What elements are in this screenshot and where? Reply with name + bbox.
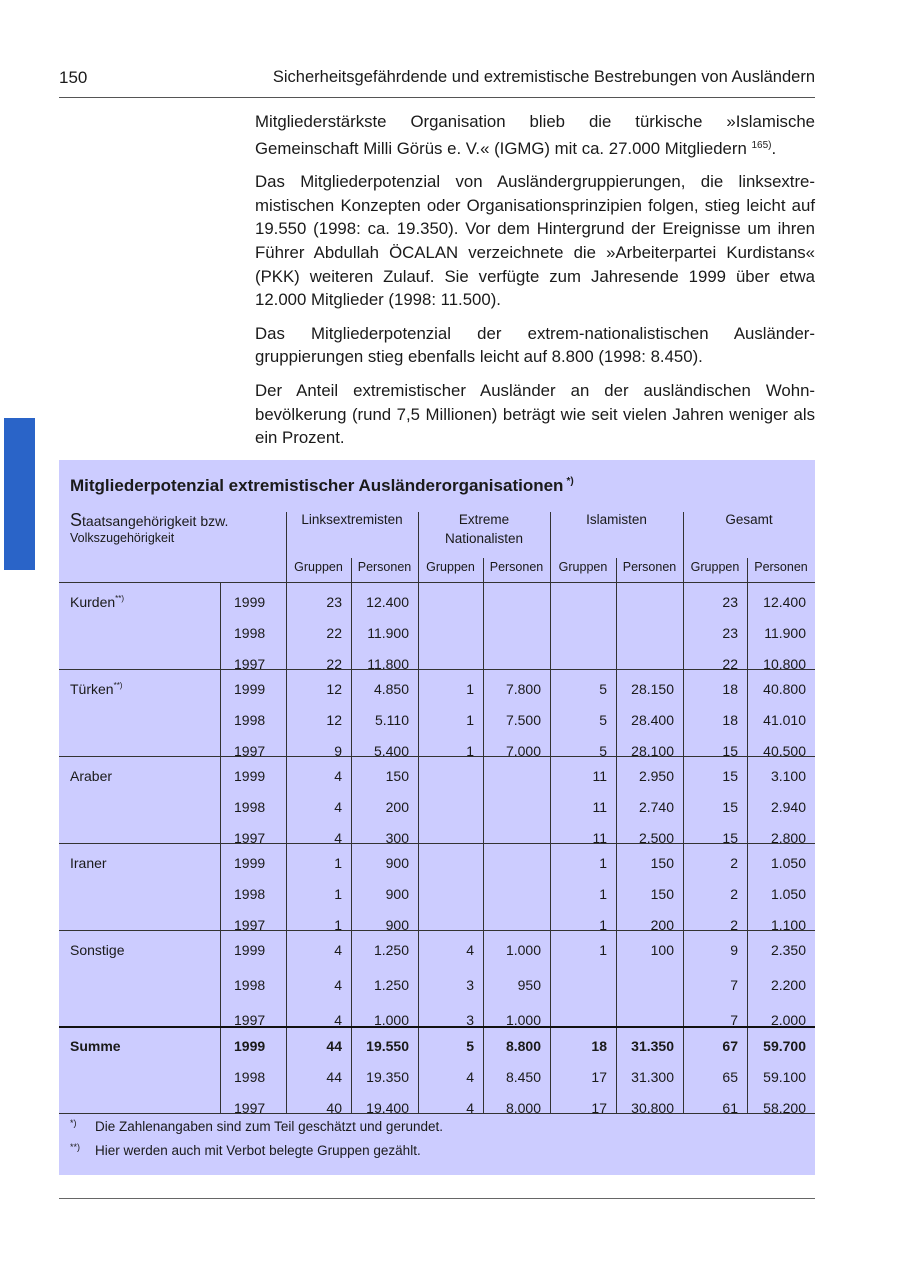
- row-year: 1997: [234, 1100, 266, 1116]
- row-year: 1998: [234, 625, 266, 641]
- paragraph-4: Der Anteil extremistischer Ausländer an der ausländischen Wohnbevölkerung (rund 7,5 Millionen) beträgt wie seit vielen Jahren weniger als ein Prozent.: [255, 380, 815, 448]
- table-cell: 1: [599, 855, 607, 871]
- table-cell: 300: [385, 830, 409, 846]
- row-year: 1999: [234, 942, 266, 958]
- table-cell: 22: [722, 656, 738, 672]
- table-cell: 18: [722, 681, 738, 697]
- table-cell: 23: [722, 625, 738, 641]
- table-cell: 100: [650, 942, 674, 958]
- column-divider: [616, 558, 617, 582]
- column-divider: [550, 512, 551, 582]
- row-label: Sonstige: [70, 942, 125, 958]
- table-cell: 10.800: [763, 656, 806, 672]
- group-header: Linksextremisten: [301, 512, 403, 527]
- table-cell: 41.010: [763, 712, 806, 728]
- table-cell: 2.350: [770, 942, 806, 958]
- table-cell: 4: [334, 1012, 342, 1028]
- table-cell: 5.400: [373, 743, 409, 759]
- table-cell: 65: [722, 1069, 738, 1085]
- table-cell: 150: [385, 768, 409, 784]
- row-year: 1998: [234, 799, 266, 815]
- table-cell: 11.900: [764, 625, 806, 641]
- row-year: 1998: [234, 712, 266, 728]
- row-year: 1997: [234, 656, 266, 672]
- footnote-text: Die Zahlenangaben sind zum Teil geschätzt und gerundet.: [95, 1119, 443, 1134]
- paragraph-1: Mitgliederstärkste Organisation blieb die türkische »Islamische Gemeinschaft Milli Görüs e. V.« (IGMG) mit ca. 27.000 Mitgliedern $^{165)}$.: [255, 112, 815, 158]
- table-cell: 11: [592, 768, 607, 784]
- table-cell: 1.000: [505, 942, 541, 958]
- table-cell: 1.250: [373, 942, 409, 958]
- table-cell: 15: [722, 830, 738, 846]
- table-cell: 1: [334, 917, 342, 933]
- row-year: 1999: [234, 855, 266, 871]
- table-cell: 5: [599, 743, 607, 759]
- table-cell: 59.100: [763, 1069, 806, 1085]
- row-year: 1997: [234, 830, 266, 846]
- table-cell: 44: [326, 1038, 342, 1054]
- page-number: 150: [59, 68, 88, 87]
- table-cell: 4: [466, 942, 474, 958]
- table-cell: 67: [722, 1038, 738, 1054]
- row-year: 1998: [234, 977, 266, 993]
- column-divider: [418, 512, 419, 582]
- table-cell: 12.400: [366, 594, 409, 610]
- table-cell: 1.000: [373, 1012, 409, 1028]
- table-cell: 23: [326, 594, 342, 610]
- table-cell: 3.100: [770, 768, 806, 784]
- table-cell: 200: [650, 917, 674, 933]
- subheader-cell: Personen: [357, 560, 412, 574]
- footnote-ref: 165): [751, 139, 772, 151]
- table-cell: 40: [326, 1100, 342, 1116]
- table-cell: 40.500: [763, 743, 806, 759]
- subheader-cell: Personen: [489, 560, 544, 574]
- column-divider: [683, 512, 684, 582]
- column-divider: [351, 558, 352, 582]
- table-cell: 2.800: [770, 830, 806, 846]
- table-cell: 31.350: [631, 1038, 674, 1054]
- table-cell: 15: [722, 799, 738, 815]
- table-cell: 2: [730, 886, 738, 902]
- row-label: Iraner: [70, 855, 107, 871]
- row-year: 1997: [234, 1012, 266, 1028]
- body-text: [255, 110, 815, 460]
- footer-rule: [59, 1198, 815, 1199]
- table-cell: 1.100: [770, 917, 806, 933]
- group-header: Gesamt: [725, 512, 773, 527]
- table-cell: 1.050: [770, 855, 806, 871]
- column-label-ethnicity: Volkszugehörigkeit: [70, 531, 175, 545]
- table-cell: 1: [599, 886, 607, 902]
- table-cell: 1: [466, 743, 474, 759]
- table-cell: 19.350: [366, 1069, 409, 1085]
- footnote-mark: *): [70, 1118, 77, 1128]
- table-cell: 1: [599, 942, 607, 958]
- table-cell: 2.740: [638, 799, 674, 815]
- table-cell: 19.550: [366, 1038, 409, 1054]
- table-cell: 22: [326, 625, 342, 641]
- table-cell: 4: [334, 942, 342, 958]
- table-cell: 11.900: [367, 625, 409, 641]
- table-cell: 8.450: [505, 1069, 541, 1085]
- header-rule: [59, 582, 815, 583]
- table-cell: 15: [722, 743, 738, 759]
- table-cell: 11: [592, 830, 607, 846]
- table-cell: 2: [730, 917, 738, 933]
- table-cell: 2.950: [638, 768, 674, 784]
- table-cell: 61: [722, 1100, 738, 1116]
- table-cell: 1: [466, 681, 474, 697]
- table-cell: 12: [326, 681, 342, 697]
- table-cell: 7.000: [505, 743, 541, 759]
- row-year: 1999: [234, 681, 266, 697]
- table-cell: 28.400: [631, 712, 674, 728]
- table-cell: 1.000: [505, 1012, 541, 1028]
- column-divider: [747, 558, 748, 582]
- table-cell: 5.110: [375, 712, 409, 728]
- table-cell: 1: [466, 712, 474, 728]
- table-cell: 900: [385, 886, 409, 902]
- table-cell: 5: [599, 712, 607, 728]
- column-divider: [550, 582, 551, 1113]
- table-cell: 19.400: [366, 1100, 409, 1116]
- table-cell: 2.500: [638, 830, 674, 846]
- row-year: 1999: [234, 1038, 266, 1054]
- table-cell: 59.700: [763, 1038, 806, 1054]
- table-cell: 5: [599, 681, 607, 697]
- table-cell: 28.150: [631, 681, 674, 697]
- table-cell: 4: [334, 799, 342, 815]
- group-header: Islamisten: [586, 512, 647, 527]
- subheader-cell: Gruppen: [690, 560, 740, 574]
- table-cell: 11.800: [367, 656, 409, 672]
- footnote-mark: **): [70, 1142, 81, 1152]
- table-cell: 7.500: [505, 712, 541, 728]
- row-label: Kurden**): [70, 594, 125, 610]
- table-cell: 22: [326, 656, 342, 672]
- row-year: 1999: [234, 768, 266, 784]
- table-cell: 950: [517, 977, 541, 993]
- table-cell: 7: [730, 977, 738, 993]
- table-cell: 1: [334, 855, 342, 871]
- table-cell: 31.300: [631, 1069, 674, 1085]
- table-cell: 58.200: [763, 1100, 806, 1116]
- chapter-marker-bar: [4, 418, 35, 570]
- row-year: 1998: [234, 886, 266, 902]
- table-cell: 2: [730, 855, 738, 871]
- table-cell: 5: [466, 1038, 474, 1054]
- row-label: Araber: [70, 768, 113, 784]
- table-cell: 1: [334, 886, 342, 902]
- table-cell: 15: [722, 768, 738, 784]
- row-year: 1999: [234, 594, 266, 610]
- table-cell: 4: [334, 830, 342, 846]
- table-cell: 23: [722, 594, 738, 610]
- table-cell: 150: [650, 886, 674, 902]
- table-cell: 1.250: [373, 977, 409, 993]
- table-cell: 4: [466, 1100, 474, 1116]
- table-cell: 2.940: [770, 799, 806, 815]
- paragraph-3: Das Mitgliederpotenzial der extrem-nationalistischen Ausländergruppierungen stieg ebenfalls leicht auf 8.800 (1998: 8.450).: [255, 323, 815, 367]
- table-cell: 2.200: [770, 977, 806, 993]
- table-cell: 4.850: [373, 681, 409, 697]
- table-cell: 900: [385, 917, 409, 933]
- table-cell: 17: [591, 1069, 607, 1085]
- table-cell: 44: [326, 1069, 342, 1085]
- table-cell: 28.100: [631, 743, 674, 759]
- footnote-text: Hier werden auch mit Verbot belegte Gruppen gezählt.: [95, 1143, 421, 1158]
- table-cell: 4: [334, 977, 342, 993]
- column-divider: [483, 582, 484, 1113]
- group-header: Extreme Nationalisten: [444, 512, 524, 546]
- table-cell: 4: [334, 768, 342, 784]
- table-cell: 1.050: [770, 886, 806, 902]
- row-year: 1997: [234, 743, 266, 759]
- table-cell: 30.800: [631, 1100, 674, 1116]
- subheader-cell: Gruppen: [294, 560, 343, 574]
- table-cell: 200: [385, 799, 409, 815]
- table-cell: 4: [466, 1069, 474, 1085]
- subheader-cell: Personen: [622, 560, 677, 574]
- subheader-cell: Gruppen: [558, 560, 608, 574]
- table-cell: 8.000: [505, 1100, 541, 1116]
- member-table: [59, 460, 815, 1175]
- row-label: Summe: [70, 1038, 121, 1054]
- row-year: 1997: [234, 917, 266, 933]
- running-title: Sicherheitsgefährdende und extremistische Bestrebungen von Ausländern: [272, 68, 815, 86]
- table-cell: 7: [730, 1012, 738, 1028]
- column-divider: [418, 582, 419, 1113]
- table-title: Mitgliederpotenzial extremistischer Ausländerorganisationen *): [70, 476, 574, 495]
- table-cell: 3: [466, 1012, 474, 1028]
- table-cell: 18: [722, 712, 738, 728]
- table-cell: 11: [592, 799, 607, 815]
- table-cell: 3: [466, 977, 474, 993]
- table-cell: 12: [326, 712, 342, 728]
- table-cell: 2.000: [770, 1012, 806, 1028]
- table-cell: 7.800: [505, 681, 541, 697]
- column-label-nationality: Staatsangehörigkeit bzw.: [70, 510, 229, 530]
- row-year: 1998: [234, 1069, 266, 1085]
- table-cell: 900: [385, 855, 409, 871]
- header-rule: [59, 97, 815, 98]
- subheader-cell: Personen: [754, 560, 808, 574]
- table-cell: 9: [730, 942, 738, 958]
- table-cell: 40.800: [763, 681, 806, 697]
- subheader-cell: Gruppen: [426, 560, 475, 574]
- column-divider: [286, 512, 287, 582]
- column-divider: [220, 582, 221, 1113]
- table-cell: 12.400: [763, 594, 806, 610]
- table-cell: 8.800: [505, 1038, 541, 1054]
- row-label: Türken**): [70, 681, 123, 697]
- table-cell: 1: [599, 917, 607, 933]
- table-cell: 150: [650, 855, 674, 871]
- column-divider: [616, 582, 617, 1113]
- column-divider: [483, 558, 484, 582]
- table-cell: 9: [334, 743, 342, 759]
- table-cell: 18: [591, 1038, 607, 1054]
- table-cell: 17: [591, 1100, 607, 1116]
- paragraph-2: Das Mitgliederpotenzial von Ausländergruppierungen, die linksextremistischen Konzepten oder Organisationsprinzipien folgen, stieg leicht auf 19.550 (1998: ca. 19.350). Vor dem Hintergrund der Ereignisse um ihren Führer Abdullah ÖCALAN verzeichnete die »Arbeiterpartei Kurdistans« (PKK) weiteren Zulauf. Sie verfügte zum Jahresende 1999 über etwa 12.000 Mitglieder (1998: 11.500).: [255, 172, 815, 310]
